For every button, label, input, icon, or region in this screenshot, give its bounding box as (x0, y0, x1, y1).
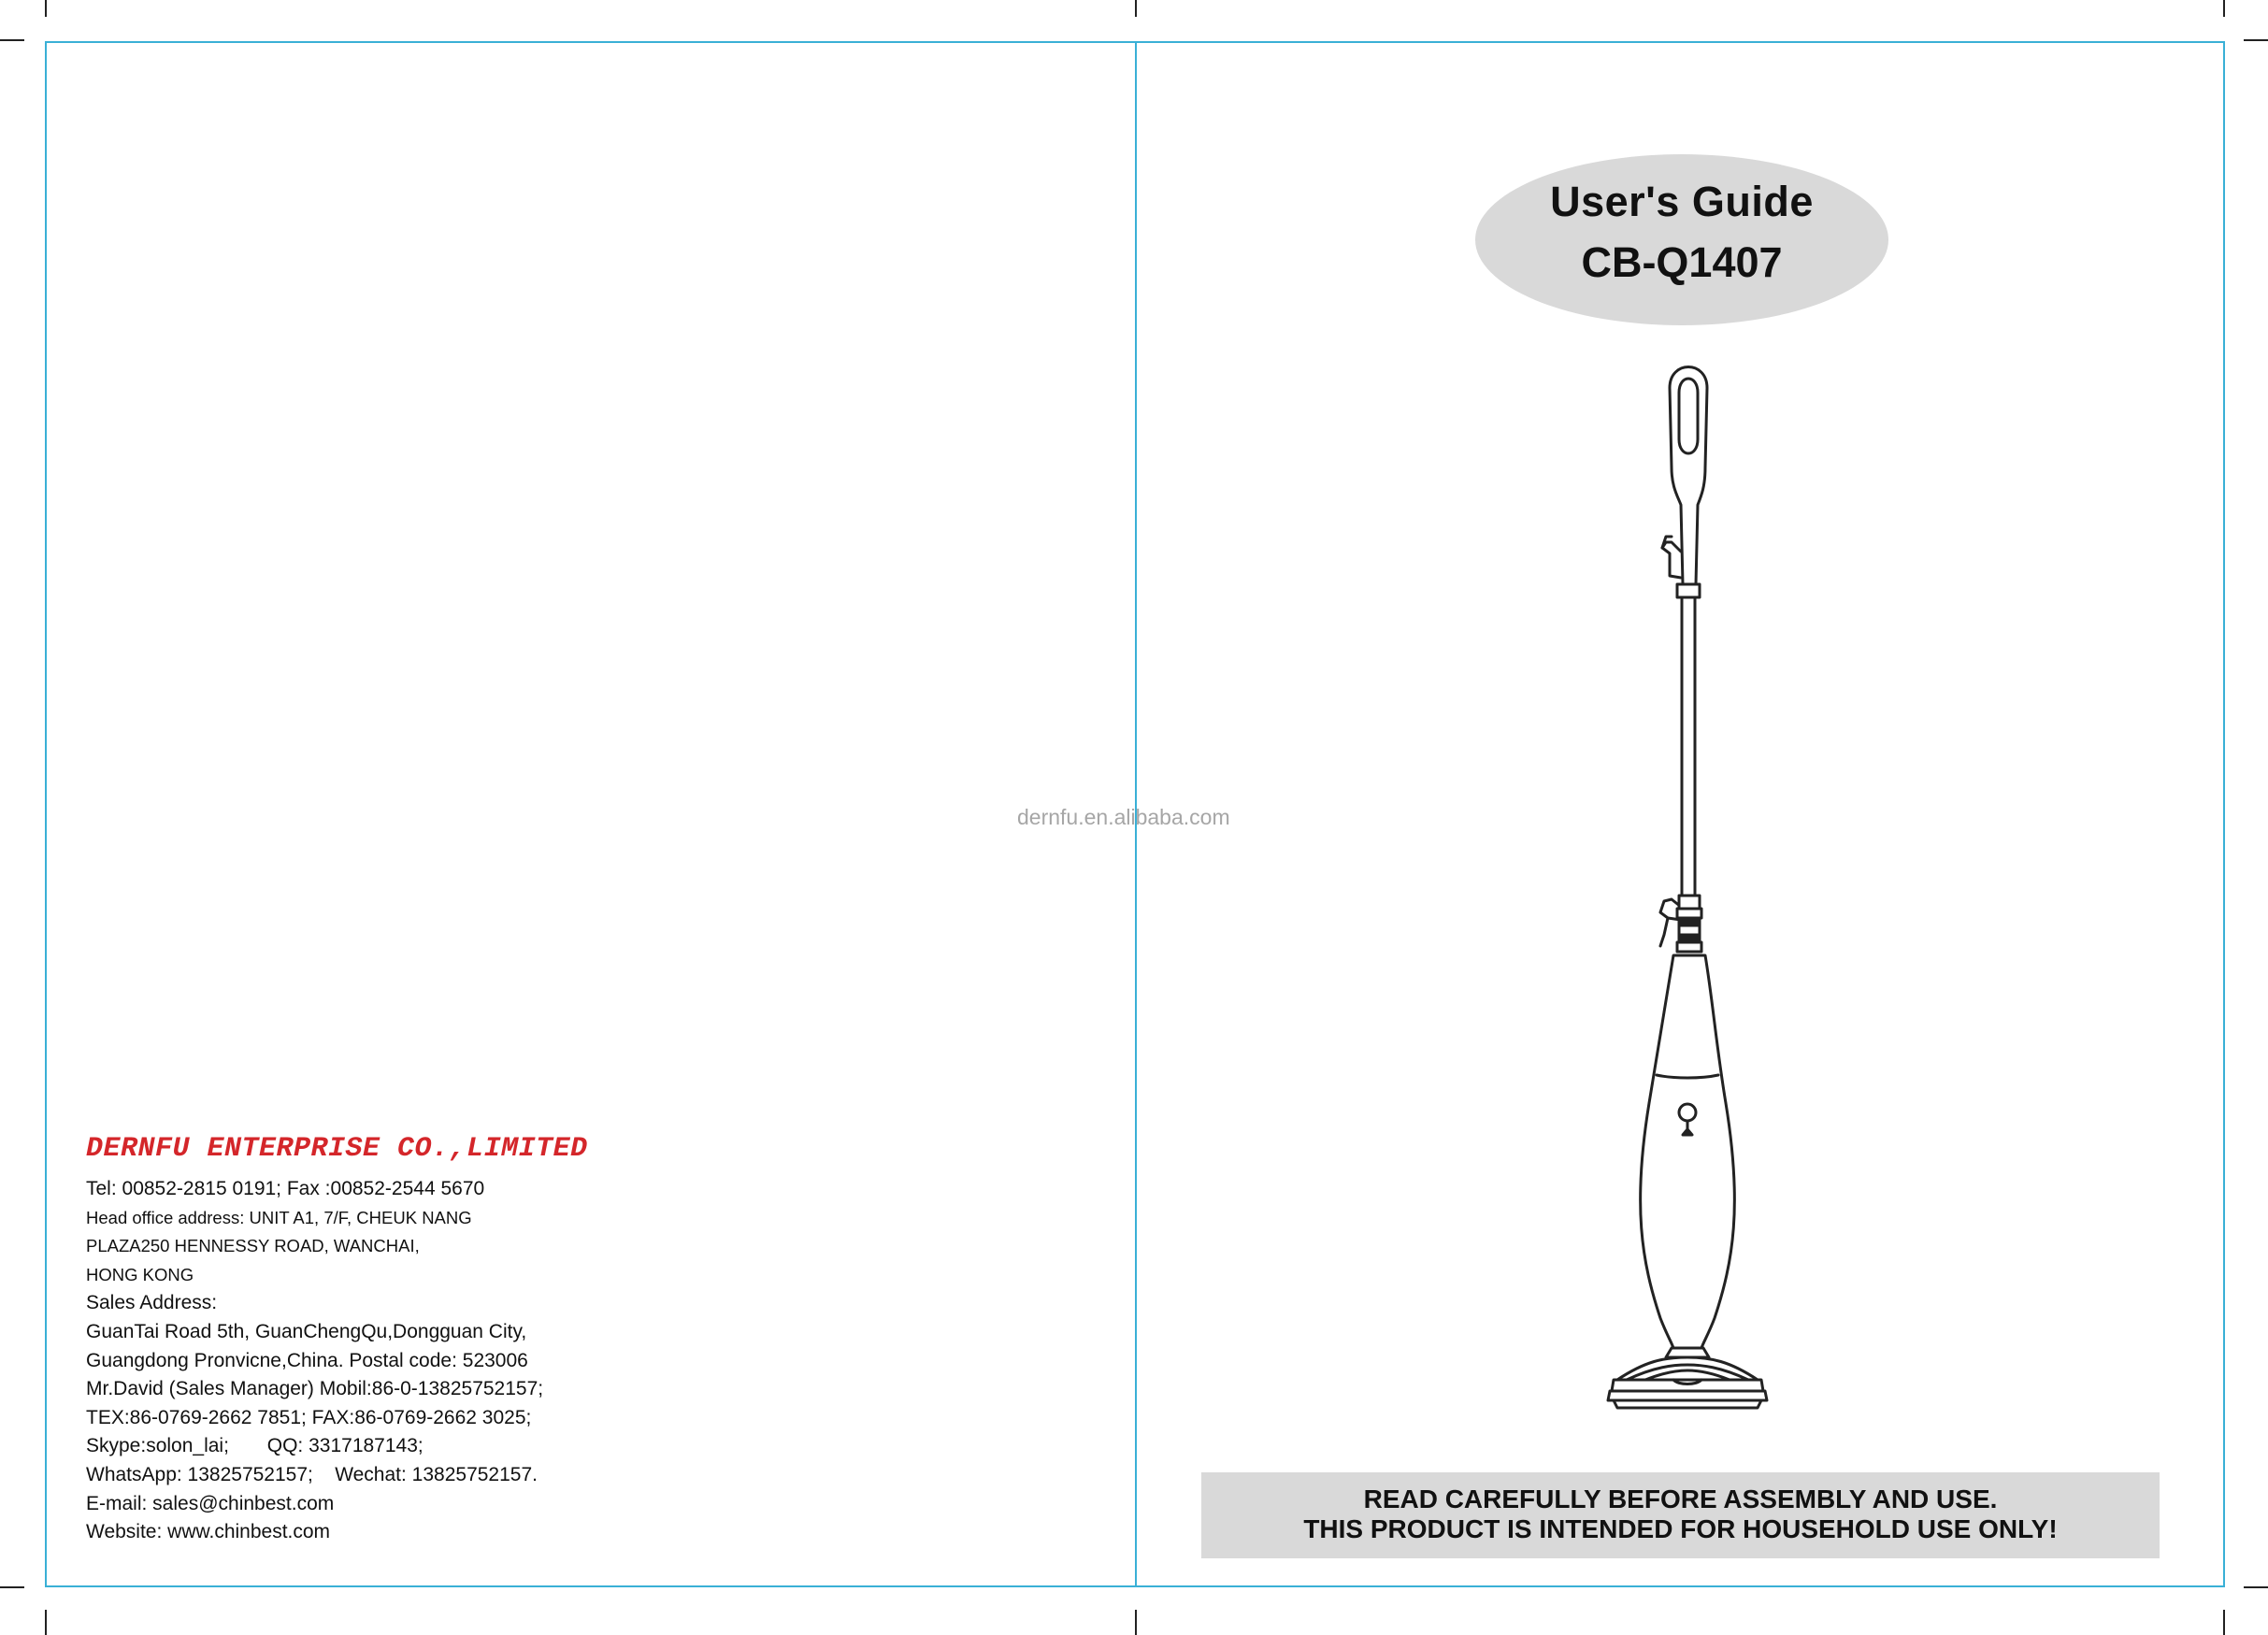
steam-mop-illustration (1543, 365, 1823, 1421)
company-name: DERNFU ENTERPRISE CO.,LIMITED (86, 1133, 588, 1165)
crop-mark (2223, 1610, 2225, 1635)
crop-mark (45, 0, 47, 17)
crop-mark (0, 1586, 24, 1588)
contact-block (86, 1175, 740, 1547)
warning-line-1: READ CAREFULLY BEFORE ASSEMBLY AND USE. (1363, 1484, 1998, 1513)
contact-line-head-office: Head office address: UNIT A1, 7/F, CHEUK NANG (86, 1207, 472, 1227)
warning-line-2: THIS PRODUCT IS INTENDED FOR HOUSEHOLD USE ONLY! (1303, 1514, 2058, 1543)
contact-line-head-office-street: PLAZA250 HENNESSY ROAD, WANCHAI, (86, 1236, 420, 1256)
guide-title: User's Guide (1550, 178, 1814, 225)
crop-mark (2244, 39, 2268, 41)
crop-mark (0, 39, 24, 41)
contact-line-sales-street: GuanTai Road 5th, GuanChengQu,Dongguan City, (86, 1320, 527, 1342)
crop-mark (2223, 0, 2225, 17)
crop-mark (2244, 1586, 2268, 1588)
contact-line-sales-province: Guangdong Pronvicne,China. Postal code: 523006 (86, 1349, 528, 1371)
contact-line-email: E-mail: sales@chinbest.com (86, 1492, 335, 1514)
contact-line-tel: Tel: 00852-2815 0191; Fax :00852-2544 5670 (86, 1178, 485, 1199)
contact-line-whatsapp-wechat: WhatsApp: 13825752157; Wechat: 13825752157. (86, 1463, 538, 1485)
contact-line-sales-label: Sales Address: (86, 1292, 218, 1314)
crop-mark (45, 1610, 47, 1635)
contact-line-head-office-city: HONG KONG (86, 1264, 194, 1284)
contact-line-website: Website: www.chinbest.com (86, 1521, 331, 1543)
contact-line-tex-fax: TEX:86-0769-2662 7851; FAX:86-0769-2662 3025; (86, 1406, 532, 1428)
crop-mark (1135, 0, 1137, 17)
contact-line-manager: Mr.David (Sales Manager) Mobil:86-0-13825752157; (86, 1378, 544, 1400)
watermark: dernfu.en.alibaba.com (1017, 805, 1230, 829)
model-number: CB-Q1407 (1581, 238, 1783, 286)
contact-line-skype-qq: Skype:solon_lai; QQ: 3317187143; (86, 1435, 423, 1457)
crop-mark (1135, 1610, 1137, 1635)
